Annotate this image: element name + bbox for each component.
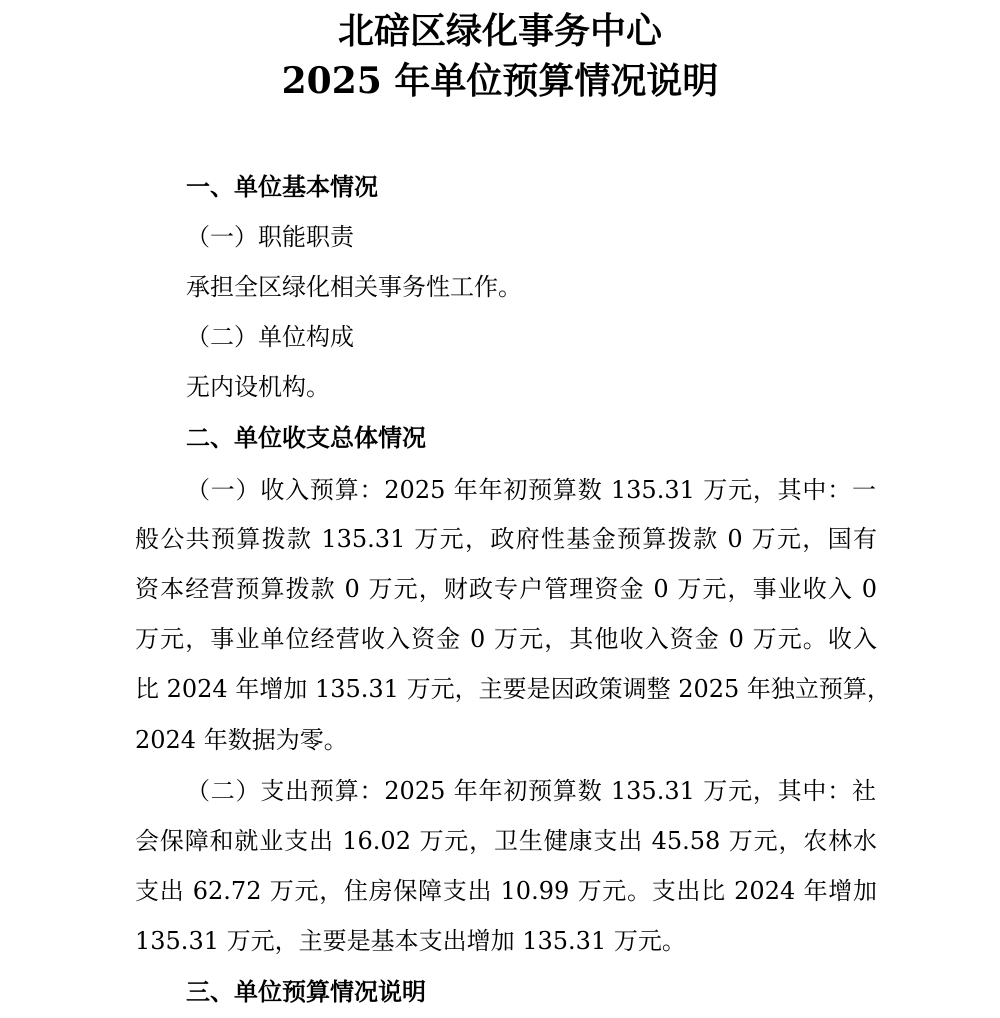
- income-line: 般公共预算拨款 135.31 万元，政府性基金预算拨款 0 万元，国有: [135, 525, 877, 553]
- document-subtitle: 2025 年单位预算情况说明: [281, 60, 719, 102]
- subheading-composition: （二）单位构成: [186, 323, 354, 351]
- subheading-functions: （一）职能职责: [186, 223, 354, 251]
- income-line: 2024 年数据为零。: [135, 726, 348, 754]
- paragraph-composition: 无内设机构。: [186, 373, 330, 401]
- section-heading-overall: 二、单位收支总体情况: [186, 423, 426, 452]
- expense-line: 135.31 万元，主要是基本支出增加 135.31 万元。: [135, 927, 686, 955]
- section-heading-basic-info: 一、单位基本情况: [186, 172, 378, 201]
- income-line: （一）收入预算：2025 年年初预算数 135.31 万元，其中：一: [186, 476, 876, 504]
- expense-line: （二）支出预算：2025 年年初预算数 135.31 万元，其中：社: [186, 777, 876, 805]
- document-title: 北碚区绿化事务中心: [337, 10, 662, 52]
- income-line: 万元，事业单位经营收入资金 0 万元，其他收入资金 0 万元。收入: [135, 625, 877, 653]
- paragraph-functions: 承担全区绿化相关事务性工作。: [186, 273, 522, 301]
- expense-line: 支出 62.72 万元，住房保障支出 10.99 万元。支出比 2024 年增加: [135, 877, 877, 905]
- expense-line: 会保障和就业支出 16.02 万元，卫生健康支出 45.58 万元，农林水: [135, 827, 877, 855]
- income-line: 比 2024 年增加 135.31 万元，主要是因政策调整 2025 年独立预算，: [135, 675, 891, 703]
- section-heading-budget-notes: 三、单位预算情况说明: [186, 977, 426, 1006]
- income-line: 资本经营预算拨款 0 万元，财政专户管理资金 0 万元，事业收入 0: [135, 575, 877, 603]
